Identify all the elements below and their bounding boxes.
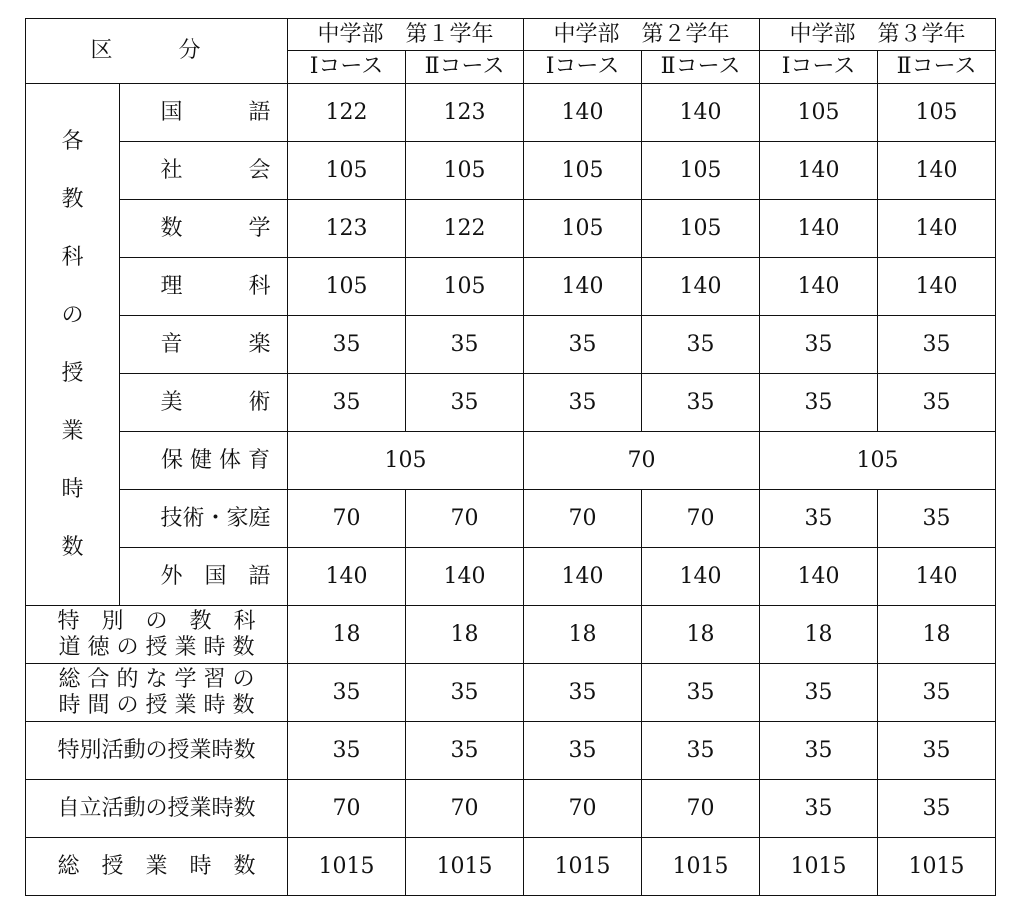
subject-label: 音 楽 bbox=[120, 316, 288, 374]
table-cell: 35 bbox=[642, 374, 760, 432]
table-cell: 35 bbox=[406, 374, 524, 432]
subject-label: 社 会 bbox=[120, 142, 288, 200]
subject-label: 数 学 bbox=[120, 200, 288, 258]
row-label bbox=[26, 664, 288, 722]
total-cell: 1015 bbox=[642, 838, 760, 896]
table-cell: 140 bbox=[760, 142, 878, 200]
table-cell: 122 bbox=[288, 84, 406, 142]
group-char: 時 bbox=[61, 476, 84, 502]
table-cell: 105 bbox=[878, 84, 996, 142]
group-char: 授 bbox=[61, 360, 84, 386]
table-cell: 70 bbox=[288, 780, 406, 838]
table-cell: 35 bbox=[642, 664, 760, 722]
table-cell: 35 bbox=[760, 722, 878, 780]
table-cell: 35 bbox=[524, 664, 642, 722]
subject-group-label bbox=[26, 84, 120, 606]
table-cell: 140 bbox=[878, 548, 996, 606]
class-hours-table bbox=[25, 18, 996, 896]
table-cell: 18 bbox=[642, 606, 760, 664]
other-row bbox=[26, 664, 996, 722]
group-char: の bbox=[61, 302, 84, 328]
table-cell: 105 bbox=[642, 200, 760, 258]
table-cell: 105 bbox=[288, 258, 406, 316]
row-label bbox=[26, 606, 288, 664]
merged-cell: 105 bbox=[760, 432, 996, 490]
other-row bbox=[26, 722, 996, 780]
table-cell: 140 bbox=[642, 548, 760, 606]
table-cell: 70 bbox=[642, 490, 760, 548]
subject-label: 国 語 bbox=[120, 84, 288, 142]
total-cell: 1015 bbox=[406, 838, 524, 896]
table-cell: 140 bbox=[760, 548, 878, 606]
table-cell: 140 bbox=[524, 548, 642, 606]
table-cell: 140 bbox=[642, 258, 760, 316]
table-cell: 140 bbox=[878, 258, 996, 316]
table-cell: 35 bbox=[878, 722, 996, 780]
table-cell: 70 bbox=[524, 490, 642, 548]
table-cell: 35 bbox=[760, 490, 878, 548]
table-cell: 35 bbox=[760, 316, 878, 374]
total-cell: 1015 bbox=[288, 838, 406, 896]
table-cell: 140 bbox=[878, 200, 996, 258]
subject-label: 技術・家庭 bbox=[120, 490, 288, 548]
table-cell: 105 bbox=[406, 142, 524, 200]
subject-label: 外 国 語 bbox=[120, 548, 288, 606]
subject-row bbox=[26, 432, 996, 490]
row-label: 自立活動の授業時数 bbox=[26, 780, 288, 838]
group-char: 数 bbox=[61, 534, 84, 560]
table-cell: 35 bbox=[288, 316, 406, 374]
table-cell: 140 bbox=[760, 258, 878, 316]
total-label: 総 授 業 時 数 bbox=[26, 838, 288, 896]
table-cell: 105 bbox=[288, 142, 406, 200]
table-cell: 35 bbox=[406, 316, 524, 374]
group-char: 科 bbox=[61, 244, 84, 270]
subject-row bbox=[26, 548, 996, 606]
grade-3-header: 中学部 第３学年 bbox=[760, 19, 996, 51]
table-cell: 70 bbox=[642, 780, 760, 838]
course-header: Ⅰコース bbox=[760, 51, 878, 84]
subject-row bbox=[26, 142, 996, 200]
table-cell: 35 bbox=[524, 722, 642, 780]
table-cell: 35 bbox=[878, 780, 996, 838]
table-cell: 140 bbox=[642, 84, 760, 142]
table-cell: 35 bbox=[524, 374, 642, 432]
subject-row bbox=[26, 258, 996, 316]
table-cell: 140 bbox=[288, 548, 406, 606]
grade-2-header: 中学部 第２学年 bbox=[524, 19, 760, 51]
row-label-line: 道 徳 の 授 業 時 数 bbox=[58, 634, 255, 660]
table-cell: 35 bbox=[878, 664, 996, 722]
table-cell: 140 bbox=[878, 142, 996, 200]
table-cell: 18 bbox=[878, 606, 996, 664]
table-cell: 140 bbox=[524, 258, 642, 316]
other-row bbox=[26, 606, 996, 664]
table-cell: 140 bbox=[524, 84, 642, 142]
row-label-line: 特 別 の 教 科 bbox=[57, 609, 256, 635]
group-char: 各 bbox=[61, 128, 84, 154]
total-cell: 1015 bbox=[524, 838, 642, 896]
table-cell: 105 bbox=[406, 258, 524, 316]
subject-row bbox=[26, 490, 996, 548]
table-cell: 70 bbox=[406, 490, 524, 548]
course-header: Ⅱコース bbox=[642, 51, 760, 84]
table-cell: 35 bbox=[288, 374, 406, 432]
total-cell: 1015 bbox=[878, 838, 996, 896]
grade-1-header: 中学部 第１学年 bbox=[288, 19, 524, 51]
table-cell: 18 bbox=[406, 606, 524, 664]
header-row-grades bbox=[26, 19, 996, 51]
table-cell: 35 bbox=[642, 316, 760, 374]
row-label-line: 総 合 的 な 学 習 の bbox=[58, 667, 255, 693]
table-cell: 35 bbox=[288, 664, 406, 722]
course-header: Ⅰコース bbox=[524, 51, 642, 84]
table-cell: 105 bbox=[760, 84, 878, 142]
course-header: Ⅱコース bbox=[406, 51, 524, 84]
subject-row bbox=[26, 200, 996, 258]
table-cell: 35 bbox=[760, 664, 878, 722]
table-cell: 35 bbox=[406, 664, 524, 722]
table-cell: 35 bbox=[760, 374, 878, 432]
subject-label: 理 科 bbox=[120, 258, 288, 316]
row-label-line: 時 間 の 授 業 時 数 bbox=[58, 692, 255, 718]
table-cell: 35 bbox=[878, 316, 996, 374]
table-cell: 35 bbox=[878, 374, 996, 432]
table-cell: 105 bbox=[524, 142, 642, 200]
table-cell: 123 bbox=[406, 84, 524, 142]
table-cell: 18 bbox=[524, 606, 642, 664]
subject-row bbox=[26, 374, 996, 432]
group-char: 教 bbox=[61, 186, 84, 212]
table-cell: 105 bbox=[524, 200, 642, 258]
table-cell: 122 bbox=[406, 200, 524, 258]
table-cell: 140 bbox=[760, 200, 878, 258]
table-cell: 140 bbox=[406, 548, 524, 606]
course-header: Ⅱコース bbox=[878, 51, 996, 84]
subject-row bbox=[26, 316, 996, 374]
category-header: 区 分 bbox=[26, 19, 288, 84]
group-char: 業 bbox=[61, 418, 84, 444]
table-cell: 70 bbox=[288, 490, 406, 548]
table-cell: 18 bbox=[288, 606, 406, 664]
table-cell: 70 bbox=[406, 780, 524, 838]
row-label: 特別活動の授業時数 bbox=[26, 722, 288, 780]
table-cell: 35 bbox=[406, 722, 524, 780]
table-cell: 70 bbox=[524, 780, 642, 838]
table-cell: 105 bbox=[642, 142, 760, 200]
table-cell: 35 bbox=[642, 722, 760, 780]
merged-cell: 70 bbox=[524, 432, 760, 490]
merged-cell: 105 bbox=[288, 432, 524, 490]
course-header: Ⅰコース bbox=[288, 51, 406, 84]
table-cell: 35 bbox=[878, 490, 996, 548]
subject-label: 保 健 体 育 bbox=[120, 432, 288, 490]
table-cell: 123 bbox=[288, 200, 406, 258]
other-row bbox=[26, 780, 996, 838]
table-cell: 35 bbox=[760, 780, 878, 838]
total-row bbox=[26, 838, 996, 896]
table-cell: 35 bbox=[524, 316, 642, 374]
subject-row bbox=[26, 84, 996, 142]
table-cell: 35 bbox=[288, 722, 406, 780]
table-cell: 18 bbox=[760, 606, 878, 664]
total-cell: 1015 bbox=[760, 838, 878, 896]
subject-label: 美 術 bbox=[120, 374, 288, 432]
